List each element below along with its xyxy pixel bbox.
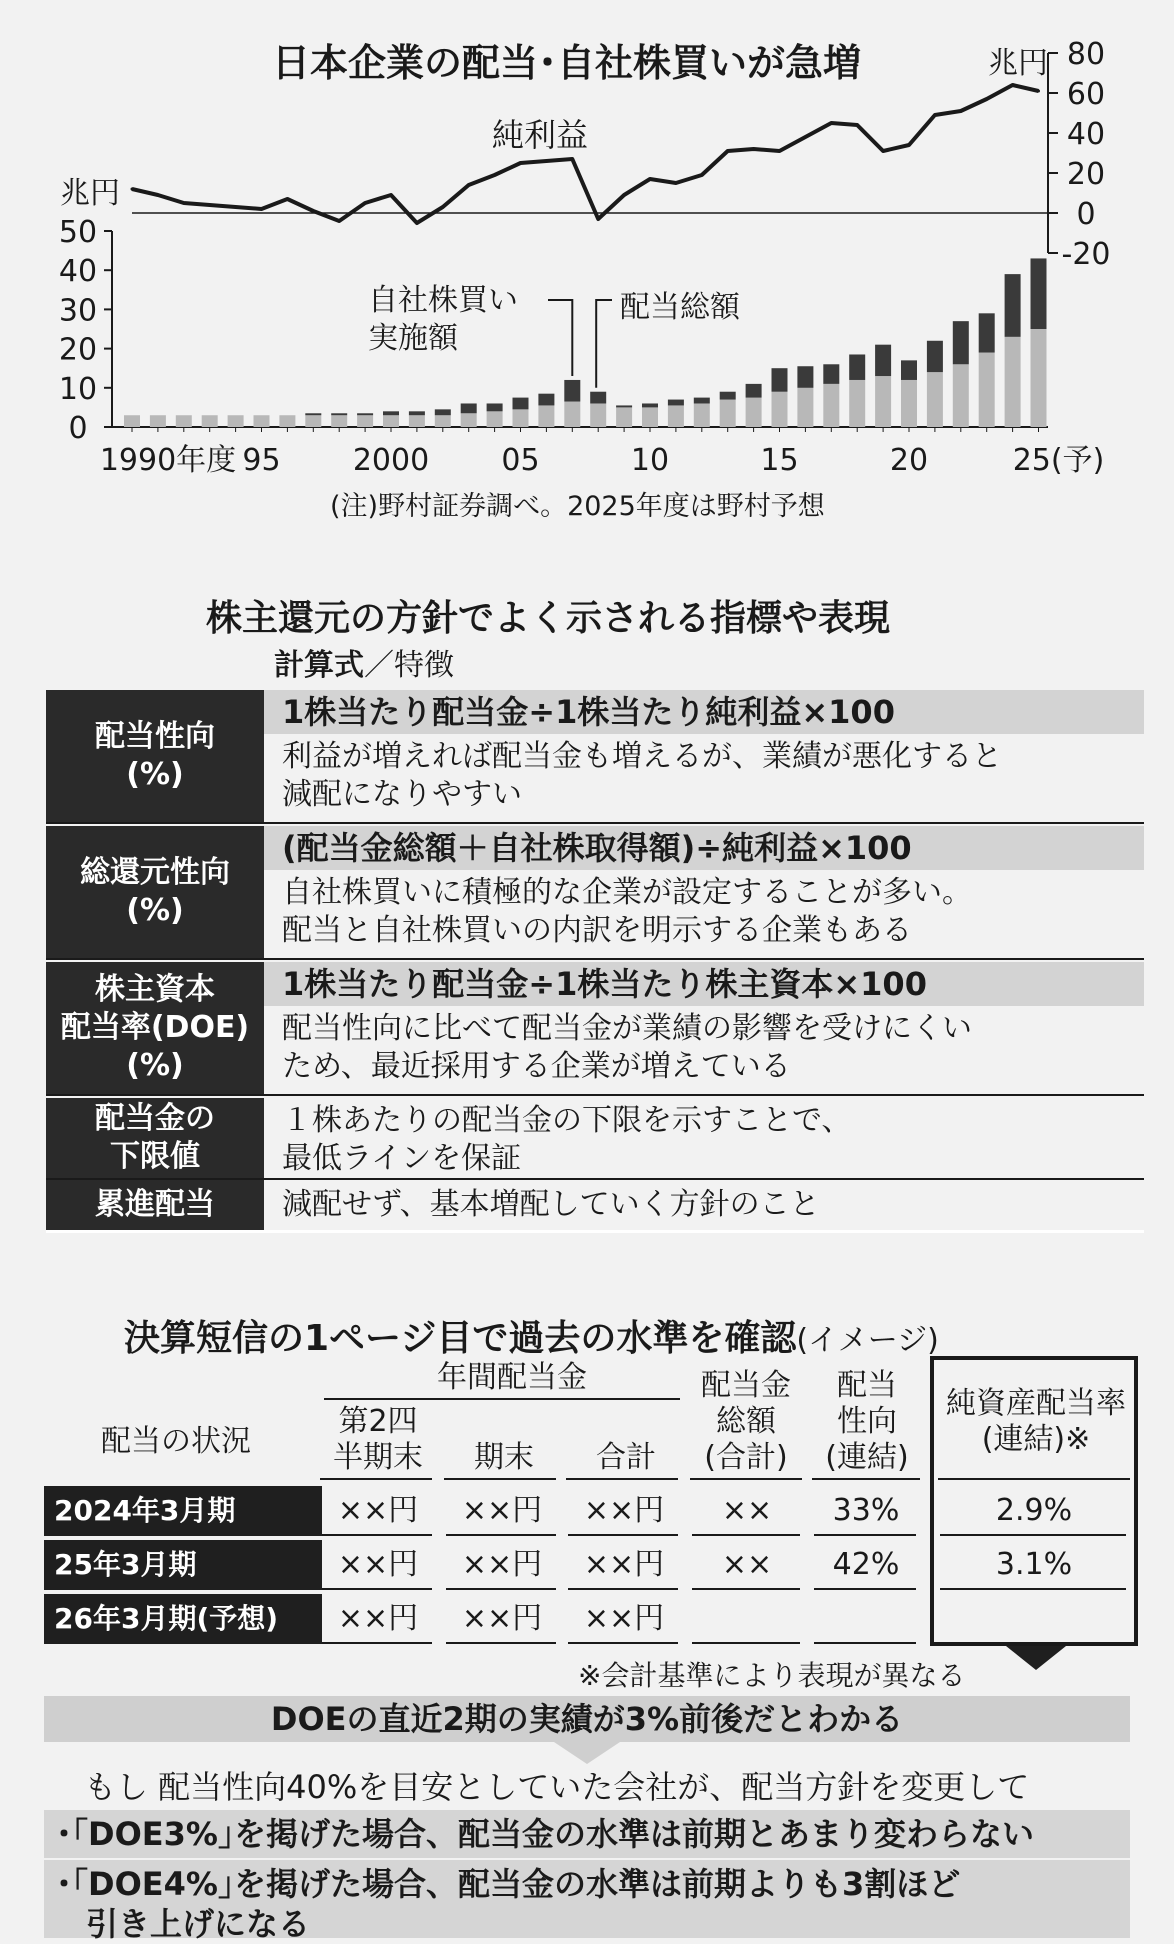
indicator-description-line: 配当性向に比べて配当金が業績の影響を受けにくい (282, 1011, 972, 1046)
dividend-bar (875, 376, 891, 427)
indicator-label-line: 配当金の (95, 1101, 215, 1136)
net-income-point (623, 194, 626, 197)
net-income-point (1037, 90, 1040, 93)
header-total: 合計 (596, 1440, 656, 1475)
dividend-bar (1005, 337, 1021, 427)
right-axis-tick-label: 80 (1066, 37, 1106, 72)
indicator-description-line: １株あたりの配当金の下限を示すことで、 (282, 1103, 852, 1138)
dividend-bar (305, 415, 321, 427)
kessan-cell-underline (446, 1534, 556, 1536)
net-income-point (649, 178, 652, 181)
indicator-formula: 1株当たり配当金÷1株当たり純利益×100 (264, 690, 1144, 734)
kessan-title: 決算短信の1ページ目で過去の水準を確認 (124, 1318, 797, 1359)
buyback-bar (642, 403, 658, 407)
kessan-cell-div-total: ×× (721, 1547, 773, 1582)
net-income-point (182, 202, 185, 205)
header-payout-line2: 性向 (837, 1404, 897, 1439)
indicator-label-line: 株主資本 (95, 972, 215, 1007)
indicator-label-line: (%) (126, 1048, 184, 1083)
header-payout-line3: (連結) (825, 1440, 909, 1475)
dividend-bar (823, 384, 839, 427)
buyback-bar (746, 384, 762, 398)
buyback-bar (901, 360, 917, 380)
indicator-label-line: 累進配当 (95, 1187, 215, 1222)
kessan-cell-underline (322, 1588, 432, 1590)
net-income-point (1011, 84, 1014, 87)
kessan-cell-underline (446, 1642, 556, 1644)
net-income-point (908, 144, 911, 147)
right-axis-tick-label: 40 (1066, 117, 1106, 152)
kessan-row-label: 26年3月期(予想) (44, 1594, 322, 1644)
indicator-description (282, 1102, 1138, 1178)
left-axis-unit: 兆円 (60, 176, 120, 211)
net-income-point (519, 162, 522, 165)
x-axis-tick-label: 1990年度 (99, 443, 237, 478)
left-axis-tick-label: 20 (58, 332, 98, 368)
net-income-point (726, 150, 729, 153)
buyback-bar (564, 380, 580, 402)
indicator-description-line: 減配せず、基本増配していく方針のこと (282, 1187, 820, 1222)
buyback-bar (849, 354, 865, 379)
net-income-point (286, 198, 289, 201)
net-income-point (467, 184, 470, 187)
kessan-cell-end: ××円 (461, 1601, 543, 1636)
kessan-cell-q2: ××円 (337, 1547, 419, 1582)
kessan-title-wrap (124, 1310, 939, 1361)
buyback-bar (823, 364, 839, 384)
indicator-description-line: 最低ラインを保証 (282, 1141, 522, 1176)
dividend-bar (849, 380, 865, 427)
buyback-bar (875, 345, 891, 376)
kessan-cell-payout: 33% (832, 1493, 900, 1528)
net-income-label: 純利益 (492, 116, 589, 154)
indicators-title: 株主還元の方針でよく示される指標や表現 (206, 598, 891, 639)
indicator-formula: 1株当たり配当金÷1株当たり株主資本×100 (264, 962, 1144, 1006)
dividend-bar (720, 400, 736, 427)
kessan-cell-total: ××円 (583, 1601, 665, 1636)
header-nav-line2: (連結)※ (981, 1422, 1091, 1457)
dividend-bar (357, 415, 373, 427)
kessan-cell-underline (940, 1642, 1126, 1644)
dividend-bar (254, 415, 270, 427)
kessan-cell-underline (692, 1588, 800, 1590)
buyback-bar (357, 413, 373, 415)
dividend-bar (331, 415, 347, 427)
net-income-point (545, 160, 548, 163)
dividend-bar (228, 415, 244, 427)
net-income-point (674, 182, 677, 185)
dividend-bar (202, 415, 218, 427)
right-axis-unit: 兆円 (988, 46, 1048, 81)
kessan-cell-total: ××円 (583, 1547, 665, 1582)
left-axis-tick-label: 30 (58, 293, 98, 329)
dividend-bar (435, 415, 451, 427)
net-income-point (830, 122, 833, 125)
x-axis-tick-label: 95 (242, 443, 281, 478)
net-income-point (415, 222, 418, 225)
kessan-cell-div-total: ×× (721, 1493, 773, 1528)
dividend-bar (668, 405, 684, 427)
dividend-bar (279, 415, 295, 427)
net-income-point (131, 188, 134, 191)
q2-underline (320, 1478, 432, 1480)
dividend-bar (176, 415, 192, 427)
chart-title: 日本企業の配当･自社株買いが急増 (272, 41, 862, 85)
dividend-bar (564, 402, 580, 427)
net-income-point (571, 158, 574, 161)
x-axis-tick-label: 20 (889, 443, 929, 478)
x-axis-tick-label: 10 (630, 443, 670, 478)
header-payout-line1: 配当 (837, 1368, 897, 1403)
net-income-point (804, 136, 807, 139)
indicator-description (282, 874, 1138, 950)
net-income-point (856, 124, 859, 127)
indicator-row (46, 1180, 1144, 1233)
buyback-leader-line (548, 300, 572, 376)
net-income-point (364, 202, 367, 205)
header-nav-line1: 純資産配当率 (946, 1386, 1126, 1421)
buyback-bar (1031, 258, 1047, 329)
left-axis-tick-label: 10 (58, 371, 98, 407)
kessan-cell-underline (692, 1534, 800, 1536)
conclusion-banner: DOEの直近2期の実績が3%前後だとわかる (44, 1696, 1130, 1742)
right-axis-tick-label: 20 (1066, 157, 1106, 192)
net-income-point (597, 218, 600, 221)
kessan-cell-underline (940, 1588, 1126, 1590)
dividend-bar (513, 409, 529, 427)
buyback-bar (487, 403, 503, 411)
header-end: 期末 (474, 1440, 534, 1475)
net-income-point (882, 150, 885, 153)
dividend-bar (901, 380, 917, 427)
bullet-doe4-line1: ･｢DOE4%｣を掲げた場合、配当金の水準は前期よりも3割ほど (56, 1865, 961, 1903)
kessan-cell-underline (814, 1534, 916, 1536)
subhead-feature: ／特徴 (364, 648, 454, 683)
kessan-cell-nav: 2.9% (995, 1493, 1073, 1528)
dividend-bar (927, 372, 943, 427)
buyback-bar (668, 400, 684, 406)
bullet-doe4-line2: 引き上げになる (86, 1905, 311, 1943)
kessan-cell-underline (814, 1588, 916, 1590)
kessan-cell-underline (568, 1642, 678, 1644)
nav-underline (938, 1478, 1130, 1480)
indicator-label-line: (%) (126, 893, 184, 928)
dividend-bar (979, 353, 995, 427)
end-underline (444, 1478, 556, 1480)
header-annual: 年間配当金 (437, 1360, 587, 1395)
net-income-point (493, 174, 496, 177)
right-axis-tick-label: -20 (1061, 237, 1111, 272)
dividend-bar (124, 415, 140, 427)
header-div-total-line1: 配当金 (701, 1368, 791, 1403)
buyback-bar (409, 411, 425, 415)
indicator-label-line: 下限値 (110, 1139, 200, 1174)
dividend-bar (1031, 329, 1047, 427)
indicator-label-line: (%) (126, 757, 184, 792)
buyback-bar (927, 341, 943, 372)
buyback-bar (461, 403, 477, 413)
dividend-bar (694, 403, 710, 427)
dividend-label: 配当総額 (620, 290, 740, 325)
indicator-description (282, 1010, 1138, 1086)
kessan-cell-nav: 3.1% (995, 1547, 1073, 1582)
net-income-point (933, 114, 936, 117)
header-status: 配当の状況 (101, 1424, 251, 1459)
net-income-point (959, 110, 962, 113)
indicator-label-line: 配当率(DOE) (60, 1010, 250, 1045)
header-nav (936, 1386, 1136, 1458)
buyback-bar (720, 392, 736, 400)
net-income-point (338, 220, 341, 223)
header-div-total-line2: 総額 (716, 1404, 776, 1439)
left-axis-tick-label: 40 (58, 254, 98, 290)
nav-pointer-icon (1006, 1646, 1066, 1672)
kessan-cell-underline (322, 1642, 432, 1644)
payout-underline (812, 1478, 920, 1480)
buyback-bar (953, 321, 969, 364)
kessan-cell-underline (692, 1642, 800, 1644)
kessan-cell-underline (814, 1642, 916, 1644)
net-income-point (234, 206, 237, 209)
buyback-label (368, 282, 518, 358)
chart-note: (注)野村証券調べ。2025年度は野村予想 (330, 491, 825, 522)
kessan-footnote: ※会計基準により表現が異なる (578, 1659, 966, 1692)
kessan-cell-end: ××円 (461, 1493, 543, 1528)
scenario-intro: もし 配当性向40%を目安としていた会社が、配当方針を変更して (84, 1768, 1030, 1806)
x-axis-tick-label: 05 (501, 443, 540, 478)
buyback-bar (616, 405, 632, 407)
kessan-cell-end: ××円 (461, 1547, 543, 1582)
net-income-point (260, 208, 263, 211)
left-axis-tick-label: 50 (58, 215, 98, 250)
indicator-description-line: 配当と自社株買いの内訳を明示する企業もある (282, 913, 912, 948)
indicator-label (46, 1098, 264, 1178)
buyback-bar (772, 368, 788, 392)
header-q2-line2: 半期末 (333, 1440, 423, 1475)
net-income-point (700, 174, 703, 177)
kessan-cell-underline (568, 1588, 678, 1590)
kessan-row-label: 2024年3月期 (44, 1486, 322, 1536)
buyback-bar (383, 411, 399, 415)
net-income-point (985, 98, 988, 101)
header-q2-line1: 第2四 (338, 1404, 418, 1439)
kessan-cell-q2: ××円 (337, 1601, 419, 1636)
bullet-doe3: ･｢DOE3%｣を掲げた場合、配当金の水準は前期とあまり変わらない (44, 1810, 1130, 1858)
net-income-point (312, 210, 315, 213)
x-axis-tick-label: 25(予) (1012, 443, 1105, 478)
buyback-bar (979, 313, 995, 352)
subhead-formula: 計算式 (274, 648, 364, 683)
indicator-label (46, 962, 264, 1094)
indicators-subhead (274, 640, 454, 684)
kessan-cell-underline (446, 1588, 556, 1590)
buyback-bar (513, 398, 529, 410)
total-underline (566, 1478, 678, 1480)
dividend-bar (616, 407, 632, 427)
net-income-point (156, 194, 159, 197)
buyback-bar (305, 413, 321, 415)
net-income-point (441, 206, 444, 209)
indicator-row (46, 690, 1144, 824)
dividend-bar (150, 415, 166, 427)
kessan-cell-nav (936, 1594, 1132, 1644)
indicator-description-line: ため、最近採用する企業が増えている (282, 1049, 791, 1084)
net-income-point (752, 148, 755, 151)
indicator-description (282, 738, 1138, 814)
left-axis-tick-label: 0 (68, 411, 88, 446)
dividend-leader-line (596, 300, 612, 388)
indicator-description (282, 1186, 1138, 1224)
annual-underline (324, 1398, 680, 1400)
dividend-bar (461, 413, 477, 427)
indicator-row (46, 1098, 1144, 1180)
buyback-bar (331, 413, 347, 415)
kessan-cell-total: ××円 (583, 1493, 665, 1528)
indicator-formula: (配当金総額＋自社株取得額)÷純利益×100 (264, 826, 1144, 870)
dividend-bar (383, 415, 399, 427)
dividend-bar (746, 398, 762, 427)
indicator-label (46, 826, 264, 958)
kessan-cell-underline (568, 1534, 678, 1536)
dividend-bar (642, 407, 658, 427)
net-income-point (390, 194, 393, 197)
kessan-cell-div-total (688, 1594, 806, 1644)
indicator-label-line: 配当性向 (95, 719, 215, 754)
buyback-bar (694, 398, 710, 404)
header-payout (812, 1368, 922, 1476)
kessan-cell-payout: 42% (832, 1547, 900, 1582)
dividend-bar (772, 392, 788, 427)
net-income-point (778, 150, 781, 153)
indicator-row (46, 826, 1144, 960)
dividend-bar (538, 405, 554, 427)
dividend-bar (953, 364, 969, 427)
indicator-label-line: 総還元性向 (80, 855, 230, 890)
net-income-point (208, 204, 211, 207)
right-axis-tick-label: 60 (1066, 77, 1106, 112)
kessan-title-suffix: (イメージ) (796, 1323, 939, 1358)
dividend-bar (797, 388, 813, 427)
kessan-cell-underline (322, 1534, 432, 1536)
x-axis-tick-label: 2000 (352, 443, 430, 478)
kessan-cell-payout (810, 1594, 922, 1644)
dividend-bar (487, 411, 503, 427)
buyback-bar (590, 392, 606, 404)
kessan-row-label: 25年3月期 (44, 1540, 322, 1590)
buyback-bar (1005, 274, 1021, 337)
x-axis-tick-label: 15 (760, 443, 799, 478)
header-div-total-line3: (合計) (704, 1440, 788, 1475)
div-total-underline (690, 1478, 802, 1480)
dividend-bar (409, 415, 425, 427)
dividend-bar (590, 403, 606, 427)
indicator-label (46, 690, 264, 822)
indicator-row (46, 962, 1144, 1096)
buyback-bar (538, 394, 554, 406)
indicator-description-line: 自社株買いに積極的な企業が設定することが多い。 (282, 875, 972, 910)
header-div-total (686, 1368, 806, 1476)
buyback-bar (435, 409, 451, 415)
indicator-description-line: 利益が増えれば配当金も増えるが、業績が悪化すると (282, 739, 1002, 774)
indicator-description-line: 減配になりやすい (282, 777, 522, 812)
indicator-label (46, 1180, 264, 1230)
kessan-cell-q2: ××円 (337, 1493, 419, 1528)
buyback-bar (797, 366, 813, 388)
header-q2 (318, 1404, 438, 1476)
kessan-cell-underline (940, 1534, 1126, 1536)
buyback-label-line2: 実施額 (368, 321, 458, 356)
bullet-doe4 (44, 1858, 1130, 1943)
right-axis-tick-label: 0 (1076, 197, 1096, 232)
buyback-label-line1: 自社株買い (368, 283, 518, 318)
